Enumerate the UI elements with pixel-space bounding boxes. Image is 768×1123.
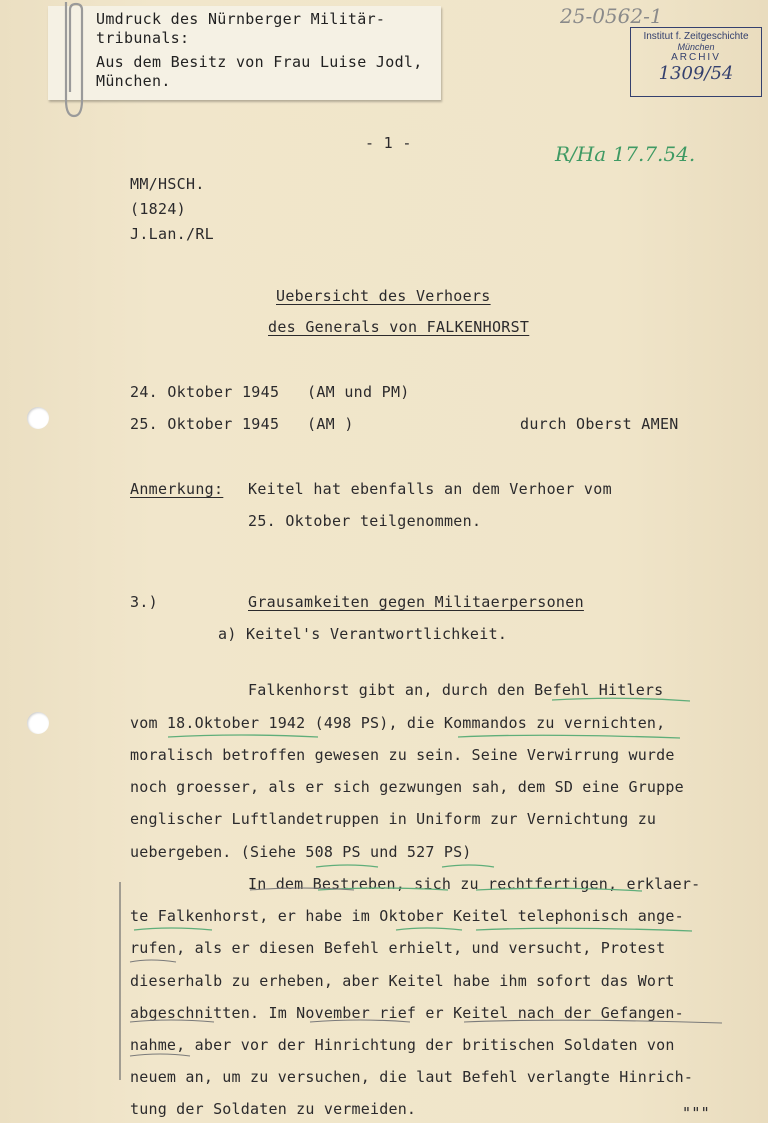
label-line-4: München. — [96, 72, 171, 90]
stamp-number: 1309/54 — [658, 63, 734, 84]
page-number: - 1 - — [365, 134, 412, 152]
reference-line-1: MM/HSCH. — [130, 175, 205, 193]
paragraph-line: Falkenhorst gibt an, durch den Befehl Hitlers — [248, 681, 664, 699]
note-line-1: Keitel hat ebenfalls an dem Verhoer vom — [248, 480, 612, 498]
document-title-line-1: Uebersicht des Verhoers — [276, 287, 491, 305]
paragraph-line: abgeschnitten. Im November rief er Keitel nach der Gefangen- — [130, 1004, 684, 1022]
paragraph-line: englischer Luftlandetruppen in Uniform zur Vernichtung zu — [130, 810, 657, 828]
stamp-line-3: ARCHIV — [671, 52, 721, 63]
paragraph-line: dieserhalb zu erheben, aber Keitel habe ihm sofort das Wort — [130, 972, 675, 990]
section-heading: Grausamkeiten gegen Militaerpersonen — [248, 593, 584, 611]
date-2: 25. Oktober 1945 — [130, 415, 280, 433]
interrogator: durch Oberst AMEN — [520, 415, 679, 433]
label-line-3: Aus dem Besitz von Frau Luise Jodl, — [96, 53, 423, 71]
note-line-2: 25. Oktober teilgenommen. — [248, 512, 482, 530]
note-label: Anmerkung: — [130, 480, 224, 498]
paragraph-line: nahme, aber vor der Hinrichtung der britischen Soldaten von — [130, 1036, 675, 1054]
stamp-line-1: Institut f. Zeitgeschichte — [643, 31, 749, 42]
label-line-1: Umdruck des Nürnberger Militär- — [96, 10, 386, 28]
paragraph-line: te Falkenhorst, er habe im Oktober Keitel telephonisch ange- — [130, 907, 684, 925]
paragraph-line: noch groesser, als er sich gezwungen sah, dem SD eine Gruppe — [130, 778, 684, 796]
subsection-heading: a) Keitel's Verantwortlichkeit. — [218, 625, 508, 643]
date-2-session: (AM ) — [307, 415, 354, 433]
document-title-line-2: des Generals von FALKENHORST — [268, 318, 530, 336]
punch-hole-bottom — [27, 712, 49, 734]
date-1-session: (AM und PM) — [307, 383, 410, 401]
paragraph-line: rufen, als er diesen Befehl erhielt, und versucht, Protest — [130, 939, 666, 957]
paragraph-line: vom 18.Oktober 1942 (498 PS), die Kommandos zu vernichten, — [130, 714, 666, 732]
paragraph-line: neuem an, um zu versuchen, die laut Befehl verlangte Hinrich- — [130, 1068, 694, 1086]
paragraph-line: moralisch betroffen gewesen zu sein. Seine Verwirrung wurde — [130, 746, 675, 764]
section-number: 3.) — [130, 593, 158, 611]
paragraph-line: In dem Bestreben, sich zu rechtfertigen, erklaer- — [248, 875, 701, 893]
paragraph-line: tung der Soldaten zu vermeiden. — [130, 1100, 417, 1118]
date-1: 24. Oktober 1945 — [130, 383, 280, 401]
paragraph-line: uebergeben. (Siehe 508 PS und 527 PS) — [130, 843, 472, 861]
label-line-2: tribunals: — [96, 29, 190, 47]
stamp-line-2: München — [677, 42, 715, 52]
typed-label — [48, 6, 441, 100]
reference-line-2: (1824) — [130, 200, 186, 218]
handwritten-note: R/Ha 17.7.54. — [555, 142, 696, 166]
archive-stamp — [630, 27, 762, 97]
continuation-mark: """ — [682, 1104, 710, 1122]
archive-number: 25-0562-1 — [560, 4, 663, 28]
paper-clip-icon — [58, 0, 90, 120]
reference-line-3: J.Lan./RL — [130, 225, 214, 243]
punch-hole-top — [27, 407, 49, 429]
